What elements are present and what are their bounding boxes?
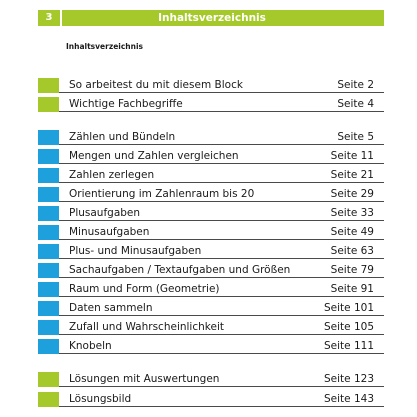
section-marker (38, 206, 59, 221)
section-marker (38, 339, 59, 354)
section-marker (38, 244, 59, 259)
entry-title: Mengen und Zahlen vergleichen (69, 150, 239, 162)
entry-title: So arbeitest du mit diesem Block (69, 79, 243, 91)
toc-entry[interactable] (38, 301, 384, 316)
section-marker (38, 187, 59, 202)
entry-page: Seite 21 (330, 169, 374, 181)
entry-page: Seite 91 (330, 283, 374, 295)
entry-page: Seite 79 (330, 264, 374, 276)
entry-page: Seite 143 (324, 393, 374, 405)
entry-title: Orientierung im Zahlenraum bis 20 (69, 188, 255, 200)
entry-title: Plus- und Minusaufgaben (69, 245, 202, 257)
section-marker (38, 282, 59, 297)
section-marker (38, 263, 59, 278)
entry-title: Lösungen mit Auswertungen (69, 373, 220, 385)
toc-entry[interactable] (38, 130, 384, 145)
section-marker (38, 320, 59, 335)
entry-title: Wichtige Fachbegriffe (69, 98, 183, 110)
entry-title: Knobeln (69, 340, 112, 352)
entry-page: Seite 123 (324, 373, 374, 385)
toc-entry[interactable] (38, 78, 384, 93)
entry-title: Zahlen zerlegen (69, 169, 155, 181)
entry-page: Seite 33 (330, 207, 374, 219)
entry-title: Minusaufgaben (69, 226, 150, 238)
entry-title: Lösungsbild (69, 393, 132, 405)
section-marker (38, 149, 59, 164)
entry-page: Seite 101 (324, 302, 374, 314)
section-marker (38, 372, 59, 387)
page-number: 3 (38, 10, 62, 26)
toc-entry[interactable] (38, 372, 384, 387)
section-marker (38, 168, 59, 183)
entry-page: Seite 111 (324, 340, 374, 352)
entry-title: Sachaufgaben / Textaufgaben und Größen (69, 264, 291, 276)
section-marker (38, 130, 59, 145)
header-title: Inhaltsverzeichnis (158, 12, 266, 24)
entry-page: Seite 29 (330, 188, 374, 200)
toc-entry[interactable] (38, 339, 384, 354)
entry-title: Zufall und Wahrscheinlichkeit (69, 321, 224, 333)
toc-entry[interactable] (38, 206, 384, 221)
toc-entry[interactable] (38, 392, 384, 407)
toc-entry[interactable] (38, 149, 384, 164)
entry-title: Raum und Form (Geometrie) (69, 283, 220, 295)
toc-entry[interactable] (38, 320, 384, 335)
toc-entry[interactable] (38, 168, 384, 183)
toc-entry[interactable] (38, 225, 384, 240)
entry-page: Seite 4 (337, 98, 374, 110)
section-marker (38, 301, 59, 316)
entry-page: Seite 2 (337, 79, 374, 91)
toc-heading: Inhaltsverzeichnis (66, 42, 144, 51)
entry-page: Seite 63 (330, 245, 374, 257)
entry-title: Daten sammeln (69, 302, 153, 314)
section-marker (38, 78, 59, 93)
toc-entry[interactable] (38, 187, 384, 202)
toc-entry[interactable] (38, 263, 384, 278)
entry-page: Seite 11 (330, 150, 374, 162)
toc-entry[interactable] (38, 244, 384, 259)
section-marker (38, 97, 59, 112)
entry-page: Seite 49 (330, 226, 374, 238)
entry-page: Seite 105 (324, 321, 374, 333)
entry-title: Zählen und Bündeln (69, 131, 176, 143)
entry-title: Plusaufgaben (69, 207, 141, 219)
entry-page: Seite 5 (337, 131, 374, 143)
section-marker (38, 225, 59, 240)
header-bar (38, 10, 384, 26)
section-marker (38, 392, 59, 407)
toc-entry[interactable] (38, 282, 384, 297)
toc-entry[interactable] (38, 97, 384, 112)
